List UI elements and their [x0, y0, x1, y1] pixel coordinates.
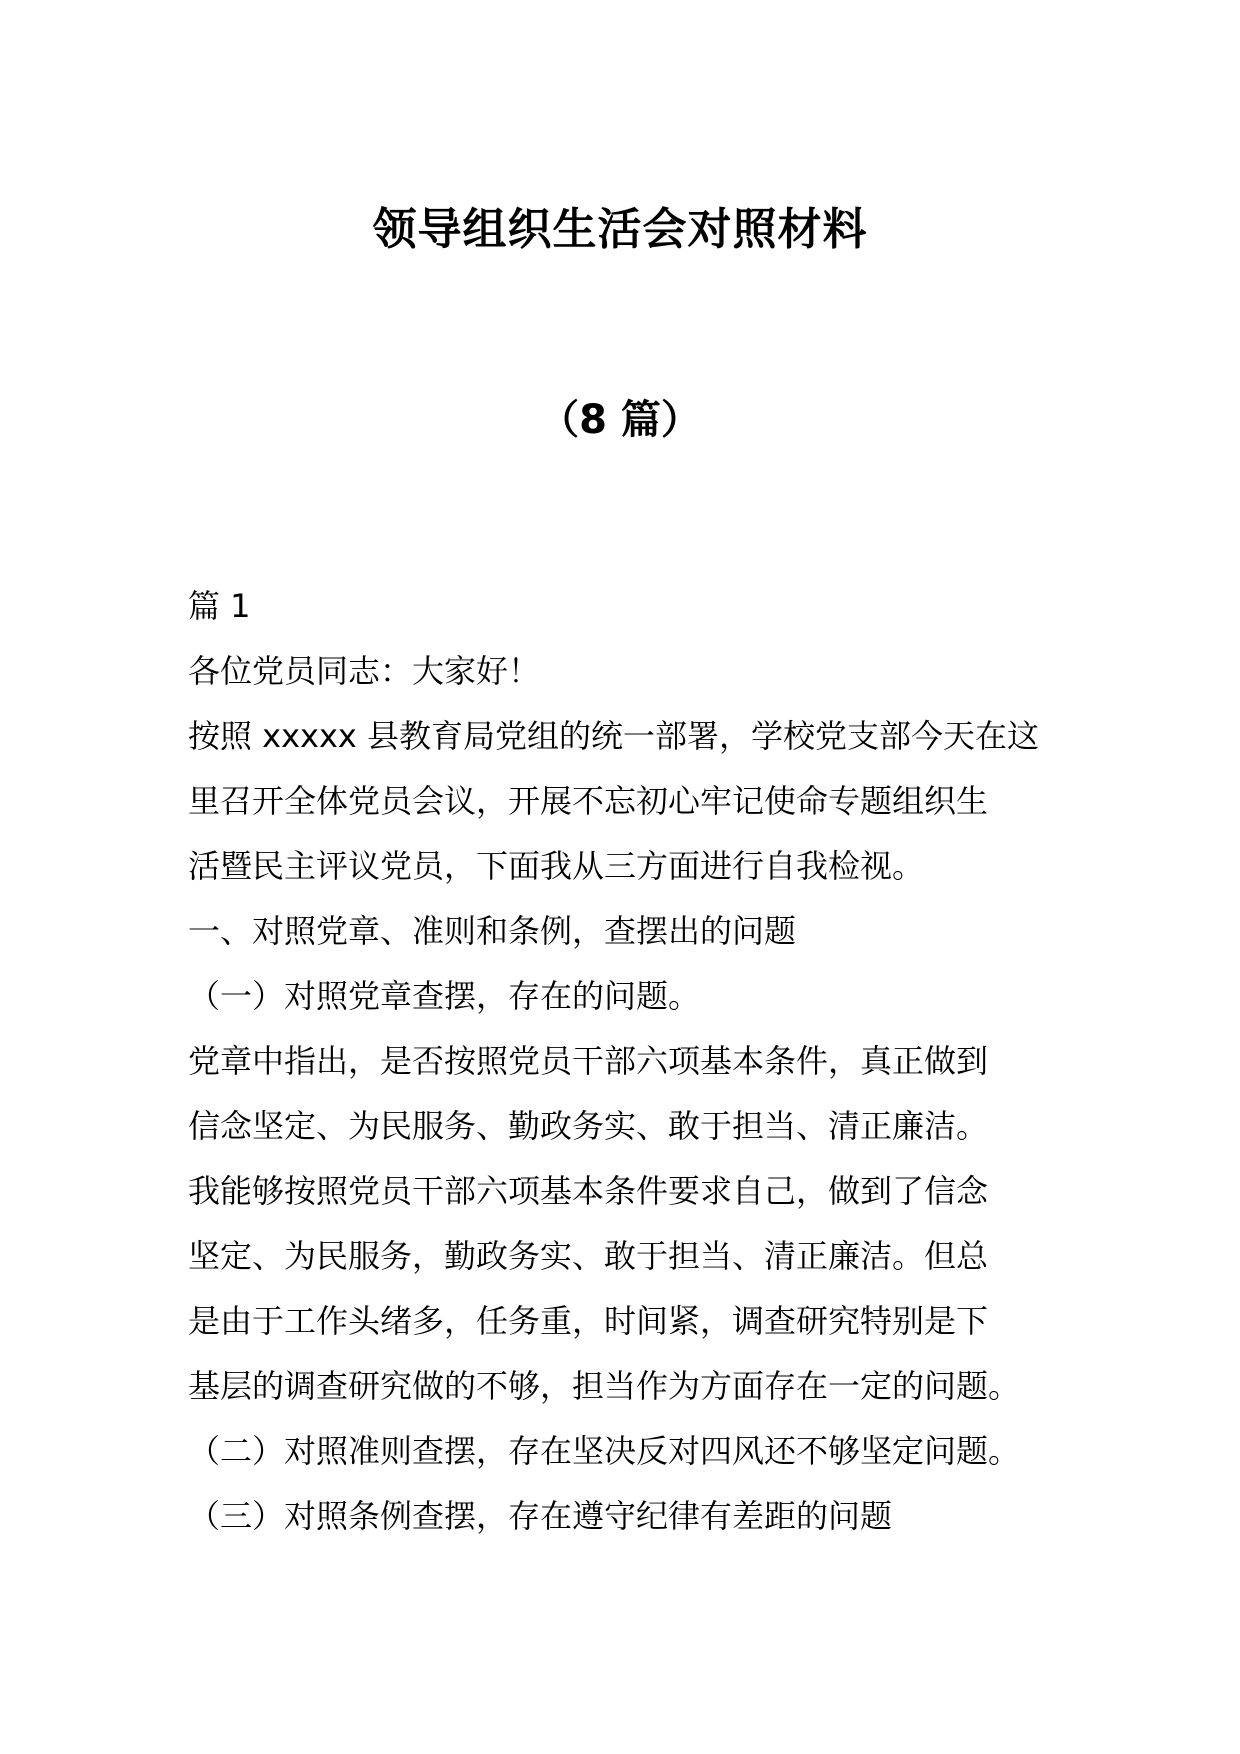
document-title: 领导组织生活会对照材料	[372, 204, 868, 255]
subheading-line: 一、对照党章、准则和条例，查摆出的问题	[188, 912, 797, 950]
body-line: 里召开全体党员会议，开展不忘初心牢记使命专题组织生	[188, 782, 989, 820]
body-line: 按照 xxxxx 县教育局党组的统一部署，学校党支部今天在这	[188, 717, 1040, 755]
body-line: 信念坚定、为民服务、勤政务实、敢于担当、清正廉洁。	[188, 1107, 989, 1145]
body-line: 是由于工作头绪多，任务重，时间紧，调查研究特别是下	[188, 1302, 989, 1340]
greeting-line: 各位党员同志：大家好！	[188, 652, 541, 690]
document-body	[188, 574, 1058, 1549]
section-heading: 篇 1	[188, 587, 251, 625]
body-line: 基层的调查研究做的不够，担当作为方面存在一定的问题。	[188, 1367, 1021, 1405]
subheading-line: （二）对照准则查摆，存在坚决反对四风还不够坚定问题。	[188, 1432, 1021, 1470]
body-line: 党章中指出，是否按照党员干部六项基本条件，真正做到	[188, 1042, 989, 1080]
document-subtitle: （8 篇）	[539, 397, 701, 443]
body-line: 我能够按照党员干部六项基本条件要求自己，做到了信念	[188, 1172, 989, 1210]
subheading-line: （一）对照党章查摆，存在的问题。	[188, 977, 701, 1015]
subheading-line: （三）对照条例查摆，存在遵守纪律有差距的问题	[188, 1497, 893, 1535]
body-line: 坚定、为民服务，勤政务实、敢于担当、清正廉洁。但总	[188, 1237, 989, 1275]
body-line: 活暨民主评议党员，下面我从三方面进行自我检视。	[188, 847, 925, 885]
